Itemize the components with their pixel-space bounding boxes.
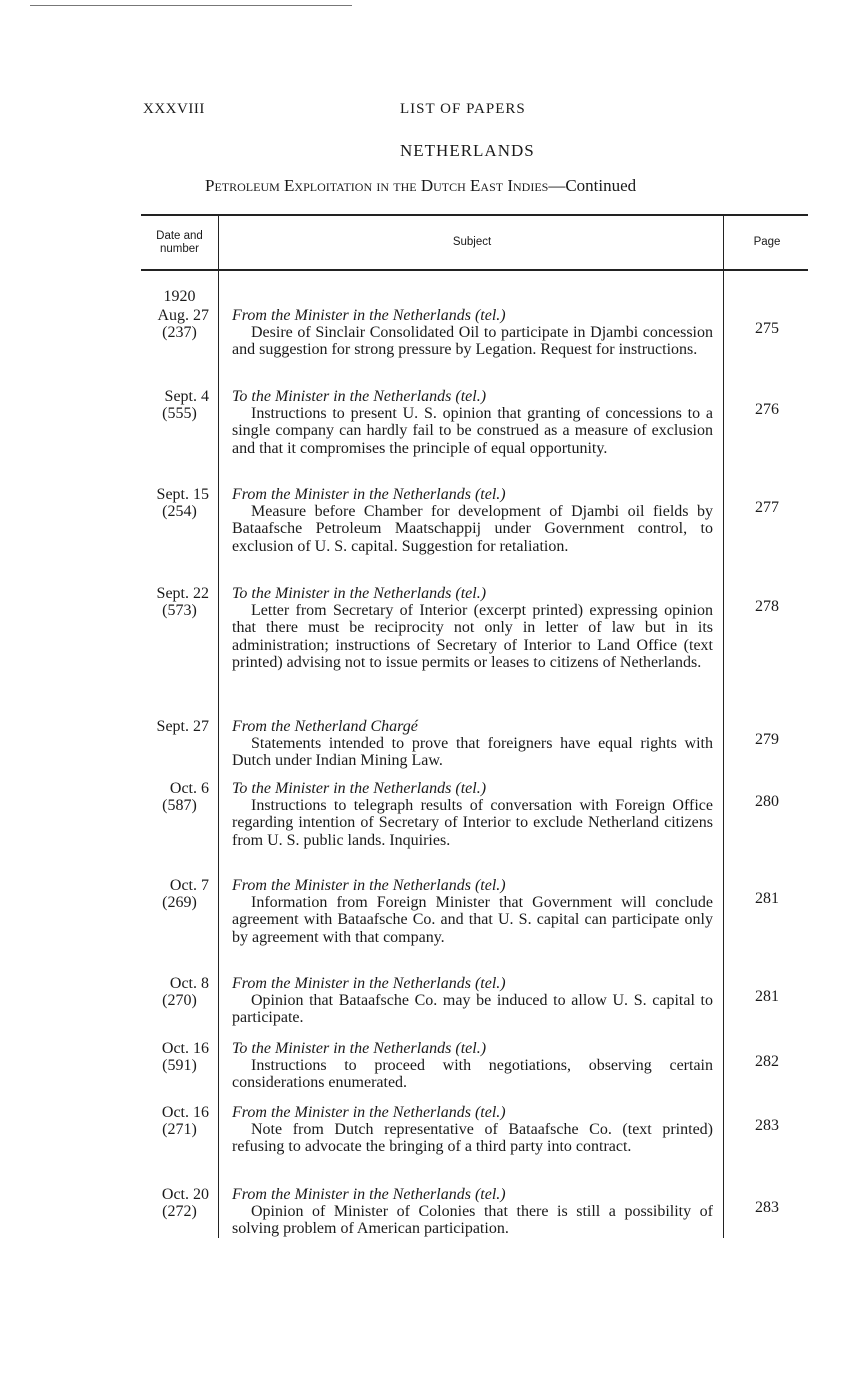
entry-date: Oct. 6 xyxy=(169,780,209,797)
entry-heading: From the Minister in the Netherlands (tel.) xyxy=(232,877,506,894)
entry-heading: To the Minister in the Netherlands (tel.) xyxy=(232,388,487,405)
entry-subject xyxy=(232,388,713,457)
entry-subject xyxy=(232,1186,713,1238)
entry-date: Sept. 15 xyxy=(156,486,209,503)
entry-number: (591) xyxy=(162,1057,197,1074)
entry-heading: From the Minister in the Netherlands (tel.) xyxy=(232,1186,506,1203)
entry-heading: From the Minister in the Netherlands (tel.) xyxy=(232,307,506,324)
entry-number: (271) xyxy=(162,1121,197,1138)
column-divider-right xyxy=(723,216,724,1238)
entry-body: Letter from Secretary of Interior (excerpt printed) expressing opinion that there must be reciprocity not only in letter of law but in its administration; instructions of Secretary of Interior to Land Office (text printed) advising not to issue permits or leases to citizens of Netherlands. xyxy=(232,602,713,671)
column-header-page: Page xyxy=(753,236,781,248)
entry-date: Sept. 22 xyxy=(156,585,209,602)
entry-body: Measure before Chamber for development of Djambi oil fields by Bataafsche Petroleum Maatschappij under Government control, to exclusion of U. S. capital. Suggestion for retaliation. xyxy=(232,503,713,555)
entry-number: (587) xyxy=(162,797,197,814)
entry-heading: From the Minister in the Netherlands (tel.) xyxy=(232,975,506,992)
entry-page: 277 xyxy=(755,499,779,516)
top-rule xyxy=(30,5,352,6)
entry-heading: From the Netherland Chargé xyxy=(232,718,418,735)
entry-page: 283 xyxy=(755,1199,779,1216)
entry-date: Aug. 27 xyxy=(157,307,209,324)
entry-number: (573) xyxy=(162,602,197,619)
entry-body: Instructions to proceed with negotiations, observing certain considerations enumerated. xyxy=(232,1057,713,1092)
entry-heading: To the Minister in the Netherlands (tel.) xyxy=(232,1040,487,1057)
entry-subject xyxy=(232,307,713,359)
year-label: 1920 xyxy=(163,288,196,305)
table-header-rule xyxy=(141,269,808,271)
entry-body: Instructions to telegraph results of conversation with Foreign Office regarding intention of Secretary of Interior to exclude Netherland citizens from U. S. public lands. Inquiries. xyxy=(232,797,713,849)
entry-date: Oct. 7 xyxy=(169,877,209,894)
entry-date: Oct. 16 xyxy=(161,1104,209,1121)
entry-body: Opinion of Minister of Colonies that there is still a possibility of solving problem of American participation. xyxy=(232,1203,713,1238)
entry-body: Statements intended to prove that foreigners have equal rights with Dutch under Indian Mining Law. xyxy=(232,735,713,770)
entry-subject xyxy=(232,585,713,671)
entry-subject xyxy=(232,1104,713,1156)
entry-subject xyxy=(232,486,713,555)
entry-subject xyxy=(232,975,713,1027)
entry-heading: From the Minister in the Netherlands (tel.) xyxy=(232,1104,506,1121)
table-top-rule xyxy=(141,214,808,216)
entry-number: (254) xyxy=(162,503,197,520)
entry-page: 279 xyxy=(755,731,779,748)
entry-body: Instructions to present U. S. opinion that granting of concessions to a single company can hardly fail to be construed as a measure of exclusion and that it compromises the principle of equal opportunity. xyxy=(232,405,713,457)
entry-body: Opinion that Bataafsche Co. may be induced to allow U. S. capital to participate. xyxy=(232,992,713,1027)
entry-subject xyxy=(232,877,713,946)
entry-body: Note from Dutch representative of Bataafsche Co. (text printed) refusing to advocate the bringing of a third party into contract. xyxy=(232,1121,713,1156)
entry-heading: To the Minister in the Netherlands (tel.) xyxy=(232,780,487,797)
entry-number: (270) xyxy=(162,992,197,1009)
section-title-main: Petroleum Exploitation in the Dutch East Indies xyxy=(205,176,549,195)
entry-date: Oct. 20 xyxy=(161,1186,209,1203)
column-divider-left xyxy=(218,216,219,1238)
entry-body: Desire of Sinclair Consolidated Oil to participate in Djambi concession and suggestion for strong pressure by Legation. Request for instructions. xyxy=(232,324,713,359)
entry-number: (272) xyxy=(162,1203,197,1220)
entry-heading: To the Minister in the Netherlands (tel.) xyxy=(232,585,487,602)
entry-number: (555) xyxy=(162,405,197,422)
entry-page: 282 xyxy=(755,1053,779,1070)
entry-subject xyxy=(232,780,713,849)
entry-page: 275 xyxy=(755,320,779,337)
entry-page: 280 xyxy=(755,793,779,810)
column-header-subject: Subject xyxy=(452,236,492,248)
entry-heading: From the Minister in the Netherlands (tel.) xyxy=(232,486,506,503)
entry-date: Sept. 27 xyxy=(156,718,209,735)
entry-body: Information from Foreign Minister that Government will conclude agreement with Bataafsche Co. and that U. S. capital can participate only by agreement with that company. xyxy=(232,894,713,946)
entry-date: Oct. 8 xyxy=(169,975,209,992)
entry-page: 278 xyxy=(755,598,779,615)
entry-number: (237) xyxy=(162,324,197,341)
entry-subject xyxy=(232,1040,713,1092)
entry-subject xyxy=(232,718,713,770)
country-heading: NETHERLANDS xyxy=(400,141,535,160)
section-title xyxy=(205,176,636,196)
entry-date: Sept. 4 xyxy=(164,388,209,405)
entry-number: (269) xyxy=(162,894,197,911)
entry-page: 281 xyxy=(755,890,779,907)
page-number: XXXVIII xyxy=(143,101,205,117)
column-header-date: Date and number xyxy=(156,230,203,255)
entry-page: 276 xyxy=(755,401,779,418)
entry-page: 281 xyxy=(755,988,779,1005)
entry-date: Oct. 16 xyxy=(161,1040,209,1057)
running-head: LIST OF PAPERS xyxy=(400,101,526,117)
section-title-suffix: —Continued xyxy=(548,176,637,195)
entry-page: 283 xyxy=(755,1117,779,1134)
